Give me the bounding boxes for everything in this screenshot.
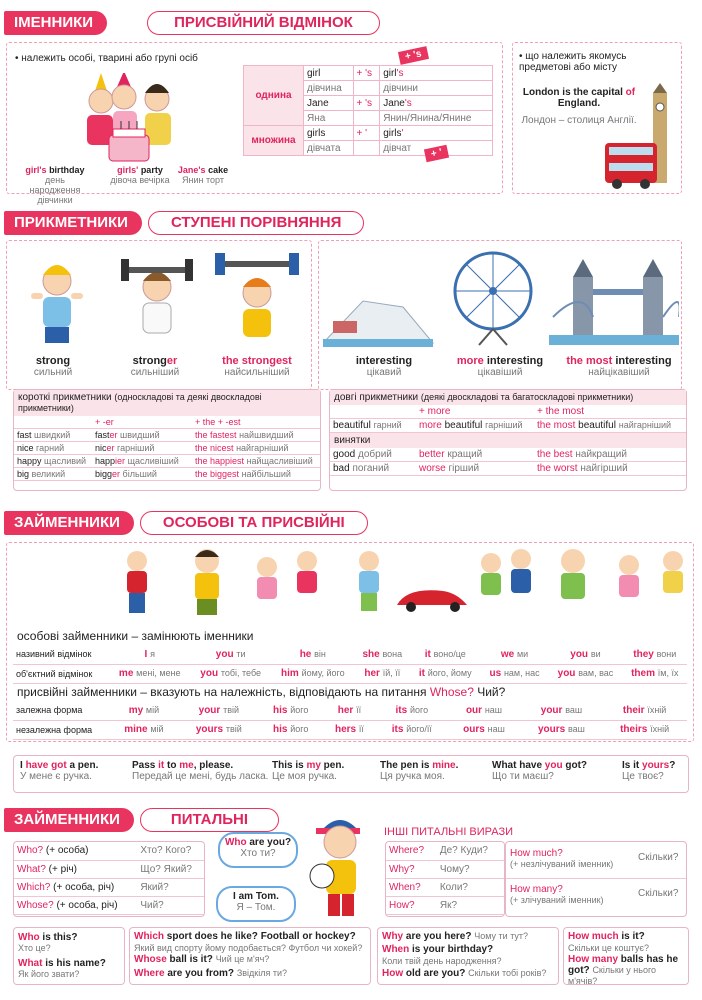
pronoun-examples xyxy=(14,756,688,792)
long-adjectives-card xyxy=(330,390,686,490)
question-card-2: Which sport does he like? Football or hockey? Який вид спорту йому подобається? Футбол чи хокей? Whose ball is it? Чий це м'яч? Where are you from? Звідкіля ти? xyxy=(130,928,370,984)
questions-banner-title: ЗАЙМЕННИКИ xyxy=(4,808,134,832)
short-adjectives-table xyxy=(14,416,320,481)
label-most-interesting: the most interesting найцікавіший xyxy=(566,355,672,378)
question-card-3: Why are you here? Чому ти тут? When is your birthday? Коли твій день народження? How old are you? Скільки тобі років? xyxy=(378,928,558,984)
adjectives-banner-title: ПРИКМЕТНИКИ xyxy=(4,211,142,235)
singular-label: однина xyxy=(244,66,304,126)
table-row: fast швидкий faster швидший the fastest найшвидший xyxy=(14,429,320,442)
speech-bubble-tom: I am Tom. Я – Том. xyxy=(216,886,296,922)
table-row: Яна Янин/Янина/Янине xyxy=(244,111,493,126)
example-1: I have got a pen. У мене є ручка. xyxy=(20,760,99,782)
how-much-row: How much? (+ незлічуваний іменник) xyxy=(510,848,614,869)
table-row: залежна форма my мій your твій his його her її its його our наш your ваш their їхній xyxy=(13,701,687,720)
table-row: bad поганий worse гірший the worst найгірший xyxy=(330,462,686,476)
other-questions-right: How much? (+ незлічуваний іменник) Скільки? How many? (+ злічуваний іменник) Скільки? xyxy=(506,842,686,916)
pronouns-banner xyxy=(4,511,368,535)
strength-illustration-box xyxy=(6,240,312,390)
personal-pronouns-table xyxy=(13,645,687,684)
table-row: good добрий better кращий the best найкращий xyxy=(330,448,686,462)
pronouns-box xyxy=(6,542,694,742)
table-row: дівчата дівчат xyxy=(244,141,493,156)
party-kids-illustration xyxy=(57,73,207,173)
label-strongest: the strongest найсильніший xyxy=(222,355,292,378)
table-row: об'єктний відмінок me мені, мене you тобі, тебе him йому, його her їй, її it його, йому us нам, нас you вам, вас them їм, їх xyxy=(13,664,687,683)
nouns-banner xyxy=(4,11,380,35)
pronouns-banner-title: ЗАЙМЕННИКИ xyxy=(4,511,134,535)
example-2: Pass it to me, please. Передай це мені, будь ласка. xyxy=(132,760,269,782)
table-row: Where? Де? Куди? xyxy=(386,842,504,860)
possessive-bullet-1: • належить особі, тварині або групі осіб xyxy=(15,53,198,64)
table-row: Who? (+ особа) Хто? Кого? xyxy=(14,842,204,860)
short-adjectives-title: короткі прикметники (односкладові та деякі двоскладові прикметники) xyxy=(14,390,320,416)
table-row: дівчина дівчини xyxy=(244,81,493,96)
label-stronger: stronger сильніший xyxy=(130,355,180,378)
label-more-interesting: more interesting цікавіший xyxy=(456,355,544,378)
table-row: Which? (+ особа, річ) Який? xyxy=(14,878,204,896)
interesting-illustration-box xyxy=(318,240,682,390)
table-row: Whose? (+ особа, річ) Чий? xyxy=(14,896,204,914)
table-row: + -er + the + -est xyxy=(14,416,320,429)
tom-illustration xyxy=(302,812,378,924)
questions-banner xyxy=(4,808,279,832)
adjectives-banner xyxy=(4,211,364,235)
nouns-banner-title: ІМЕННИКИ xyxy=(4,11,107,35)
possessive-table xyxy=(243,65,493,156)
long-adjectives-title: довгі прикметники (деякі двоскладові та багатоскладові прикметники) xyxy=(330,390,686,405)
london-illustration xyxy=(601,83,679,193)
table-row: Jane + 's Jane's xyxy=(244,96,493,111)
question-card-1: Who is this? Хто це? What is his name? Як його звати? xyxy=(14,928,124,984)
nouns-banner-subtitle: ПРИСВІЙНИЙ ВІДМІНОК xyxy=(147,11,380,35)
party-illustration-svg xyxy=(57,73,207,173)
landmarks-illustration xyxy=(323,247,679,347)
possessive-pronouns-title: присвійні займенники – вказують на належність, відповідають на питання Whose? Чий? xyxy=(17,685,506,699)
adjectives-banner-subtitle: СТУПЕНІ ПОРІВНЯННЯ xyxy=(148,211,364,235)
table-row: big великий bigger більший the biggest найбільший xyxy=(14,468,320,481)
table-row: множина girls + ' girls' xyxy=(244,126,493,141)
table-row: незалежна форма mine мій yours твій his його hers її its його/її ours наш yours ваш theirs їхній xyxy=(13,720,687,739)
table-row: happy щасливий happier щасливіший the happiest найщасливіший xyxy=(14,455,320,468)
badge-apostrophe-s: + 's xyxy=(398,46,429,65)
caption-girls-birthday: girl's birthday день народження дівчинки xyxy=(25,165,85,205)
strong-boys-illustration xyxy=(17,253,307,347)
possessive-case-box xyxy=(6,42,503,205)
personal-pronouns-title: особові займенники – замінюють іменники xyxy=(17,629,254,643)
other-questions-title: ІНШІ ПИТАЛЬНІ ВИРАЗИ xyxy=(384,826,514,838)
possessive-bullet-2: • що належить якомусь предметові або місту xyxy=(519,51,627,73)
table-row: + more + the most xyxy=(330,405,686,419)
badge-apostrophe: + ' xyxy=(424,145,449,162)
table-row: How? Як? xyxy=(386,896,504,914)
plural-label: множина xyxy=(244,126,304,156)
caption-janes-cake: Jane's cake Янин торт xyxy=(177,165,229,185)
how-many-row: How many? (+ злічуваний іменник) xyxy=(510,884,604,905)
question-words-table xyxy=(14,842,204,916)
london-translation: Лондон – столиця Англії. xyxy=(521,115,637,126)
caption-girls-party: girls' party дівоча вечірка xyxy=(110,165,170,185)
example-4: The pen is mine. Ця ручка моя. xyxy=(380,760,459,782)
table-row: nice гарний nicer гарніший the nicest найгарніший xyxy=(14,442,320,455)
label-interesting: interesting цікавий xyxy=(355,355,413,378)
exceptions-title: винятки xyxy=(330,433,686,448)
table-row: What? (+ річ) Що? Який? xyxy=(14,860,204,878)
table-row: Why? Чому? xyxy=(386,860,504,878)
example-6: Is it yours? Це твоє? xyxy=(622,760,676,782)
possessive-pronouns-table xyxy=(13,701,687,740)
kids-illustration xyxy=(107,545,693,625)
long-adjectives-table xyxy=(330,405,686,433)
questions-banner-subtitle: ПИТАЛЬНІ xyxy=(140,808,279,832)
example-5: What have you got? Що ти маєш? xyxy=(492,760,588,782)
exceptions-table xyxy=(330,448,686,476)
label-strong: strong сильний xyxy=(33,355,73,378)
other-questions-left xyxy=(386,842,504,916)
short-adjectives-card xyxy=(14,390,320,490)
table-row: однина girl + 's girl's xyxy=(244,66,493,81)
speech-bubble-who: Who are you? Хто ти? xyxy=(218,832,298,868)
table-row: When? Коли? xyxy=(386,878,504,896)
london-sentence: London is the capital of England. xyxy=(522,87,636,109)
pronouns-banner-subtitle: ОСОБОВІ ТА ПРИСВІЙНІ xyxy=(140,511,368,535)
question-card-4: How much is it? Скільки це коштує? How many balls has he got? Скільки у нього м'ячів? xyxy=(564,928,688,984)
table-row: beautiful гарний more beautiful гарніший the most beautiful найгарніший xyxy=(330,419,686,433)
example-3: This is my pen. Це моя ручка. xyxy=(272,760,345,782)
table-row: називний відмінок I я you ти he він she вона it воно/це we ми you ви they вони xyxy=(13,645,687,664)
possessive-of-box xyxy=(512,42,682,194)
